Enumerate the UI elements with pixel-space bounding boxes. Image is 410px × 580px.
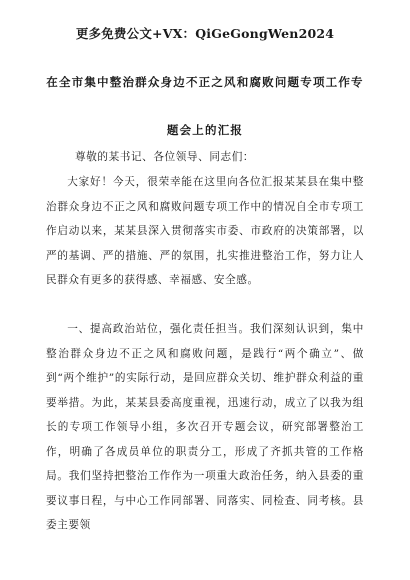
paragraph-section-one: 一、提高政治站位，强化责任担当。我们深刻认识到，集中整治群众身边不正之风和腐败问题，是践行“两个确立”、做到“两个维护”的实际行动，是回应群众关切、维护群众利益的重要举措。为此，某某县委高度重视，迅速行动，成立了以我为组长的专项工作领导小组，多次召开专题会议，研究部署整治工作，明确了各成员单位的职责分工，形成了齐抓共管的工作格局。我们坚持把整治工作作为一项重大政治任务，纳入县委的重要议事日程，与中心工作同部署、同落实、同检查、同考核。县委主要领 — [46, 323, 364, 531]
document-title-line-2: 题会上的汇报 — [166, 123, 244, 137]
promo-header: 更多免费公文+VX：QiGeGongWen2024 — [75, 26, 335, 41]
document-title-line-1: 在全市集中整治群众身边不正之风和腐败问题专项工作专 — [46, 75, 364, 89]
salutation: 尊敬的某书记、各位领导、同志们： — [75, 151, 255, 163]
paragraph-opening: 大家好！今天，很荣幸能在这里向各位汇报某某县在集中整治群众身边不正之风和腐败问题专项工作中的情况自全市专项工作启动以来，某某县深入贯彻落实市委、市政府的决策部署，以严的基调、严的措施、严的氛围，扎实推进整治工作，努力让人民群众有更多的获得感、幸福感、安全感。 — [46, 176, 364, 286]
